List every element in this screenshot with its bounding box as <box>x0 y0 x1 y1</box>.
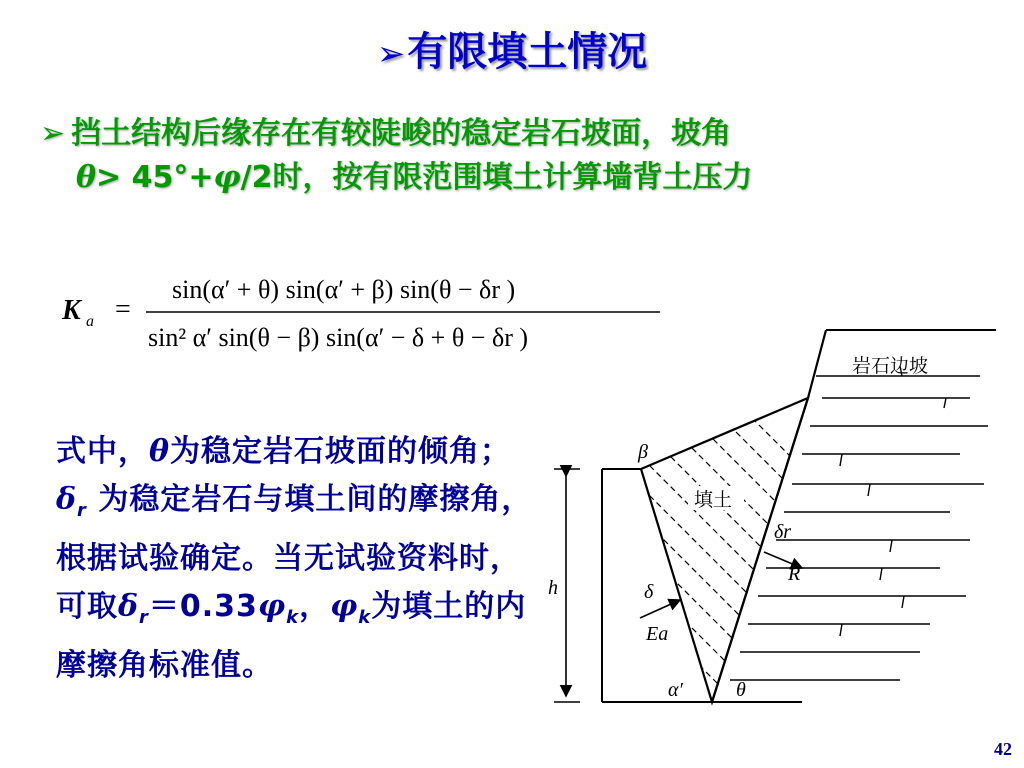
desc-text: ＝0.33 <box>148 589 258 624</box>
retaining-wall-diagram <box>540 326 1000 716</box>
arrow-bullet-icon: ➢ <box>376 34 406 74</box>
slide-title <box>0 20 1024 77</box>
delta-label: δ <box>644 581 654 603</box>
bullet-point <box>40 112 990 200</box>
bullet-line-2-text: /2时，按有限范围填土计算墙背土压力 <box>240 160 753 195</box>
beta-label: β <box>638 441 648 463</box>
rock-slope-label: 岩石边坡 <box>852 355 929 377</box>
bullet-line-1: 挡土结构后缘存在有较陡峻的稳定岩石坡面，坡角 <box>71 116 732 151</box>
delta-r-label: δr <box>774 521 792 543</box>
symbol-description <box>56 428 536 690</box>
formula-numerator: sin(α′ + θ) sin(α′ + β) sin(θ − δr ) <box>172 275 516 304</box>
subscript: r <box>139 607 149 628</box>
desc-text: 为稳定岩石与填土间的摩擦角，根据试验确定。当无试验资料时，可取 <box>56 482 533 624</box>
angle-condition: > 45°+ <box>96 160 214 195</box>
fill-hatch <box>600 326 920 716</box>
arrow-bullet-icon: ➢ <box>40 116 66 151</box>
fill-label: 填土 <box>694 489 733 511</box>
subscript: k <box>286 607 300 628</box>
formula-equals: = <box>115 294 131 325</box>
bullet-line-2 <box>40 156 990 200</box>
subscript: r <box>77 500 87 521</box>
desc-text: ， <box>299 589 331 624</box>
formula-lhs: K <box>62 295 81 326</box>
title-text: 有限填土情况 <box>407 29 648 75</box>
formula-denominator: sin² α′ sin(θ − β) sin(α′ − δ + θ − δr ) <box>148 323 529 352</box>
theta-symbol: θ <box>76 160 97 195</box>
subscript: k <box>358 607 372 628</box>
Ea-label: Ea <box>646 623 669 645</box>
theta-label: θ <box>736 679 746 701</box>
height-label: h <box>548 577 558 599</box>
desc-text: 为稳定岩石坡面的倾角； <box>170 434 512 469</box>
formula-lhs-subscript: a <box>86 313 94 330</box>
R-label: R <box>788 563 801 585</box>
delta-symbol: δ <box>56 482 78 517</box>
phi-symbol: φ <box>330 589 359 624</box>
desc-text: 式中， <box>56 434 149 469</box>
desc-text: 为填土的内摩擦角标准值。 <box>56 589 527 683</box>
alpha-prime-label: α′ <box>668 679 683 701</box>
phi-symbol: φ <box>257 589 287 624</box>
delta-symbol: δ <box>118 589 140 624</box>
page-number: 42 <box>994 739 1012 759</box>
fill-wedge <box>641 398 808 702</box>
phi-symbol: φ <box>213 160 241 195</box>
theta-symbol: θ <box>149 434 171 469</box>
